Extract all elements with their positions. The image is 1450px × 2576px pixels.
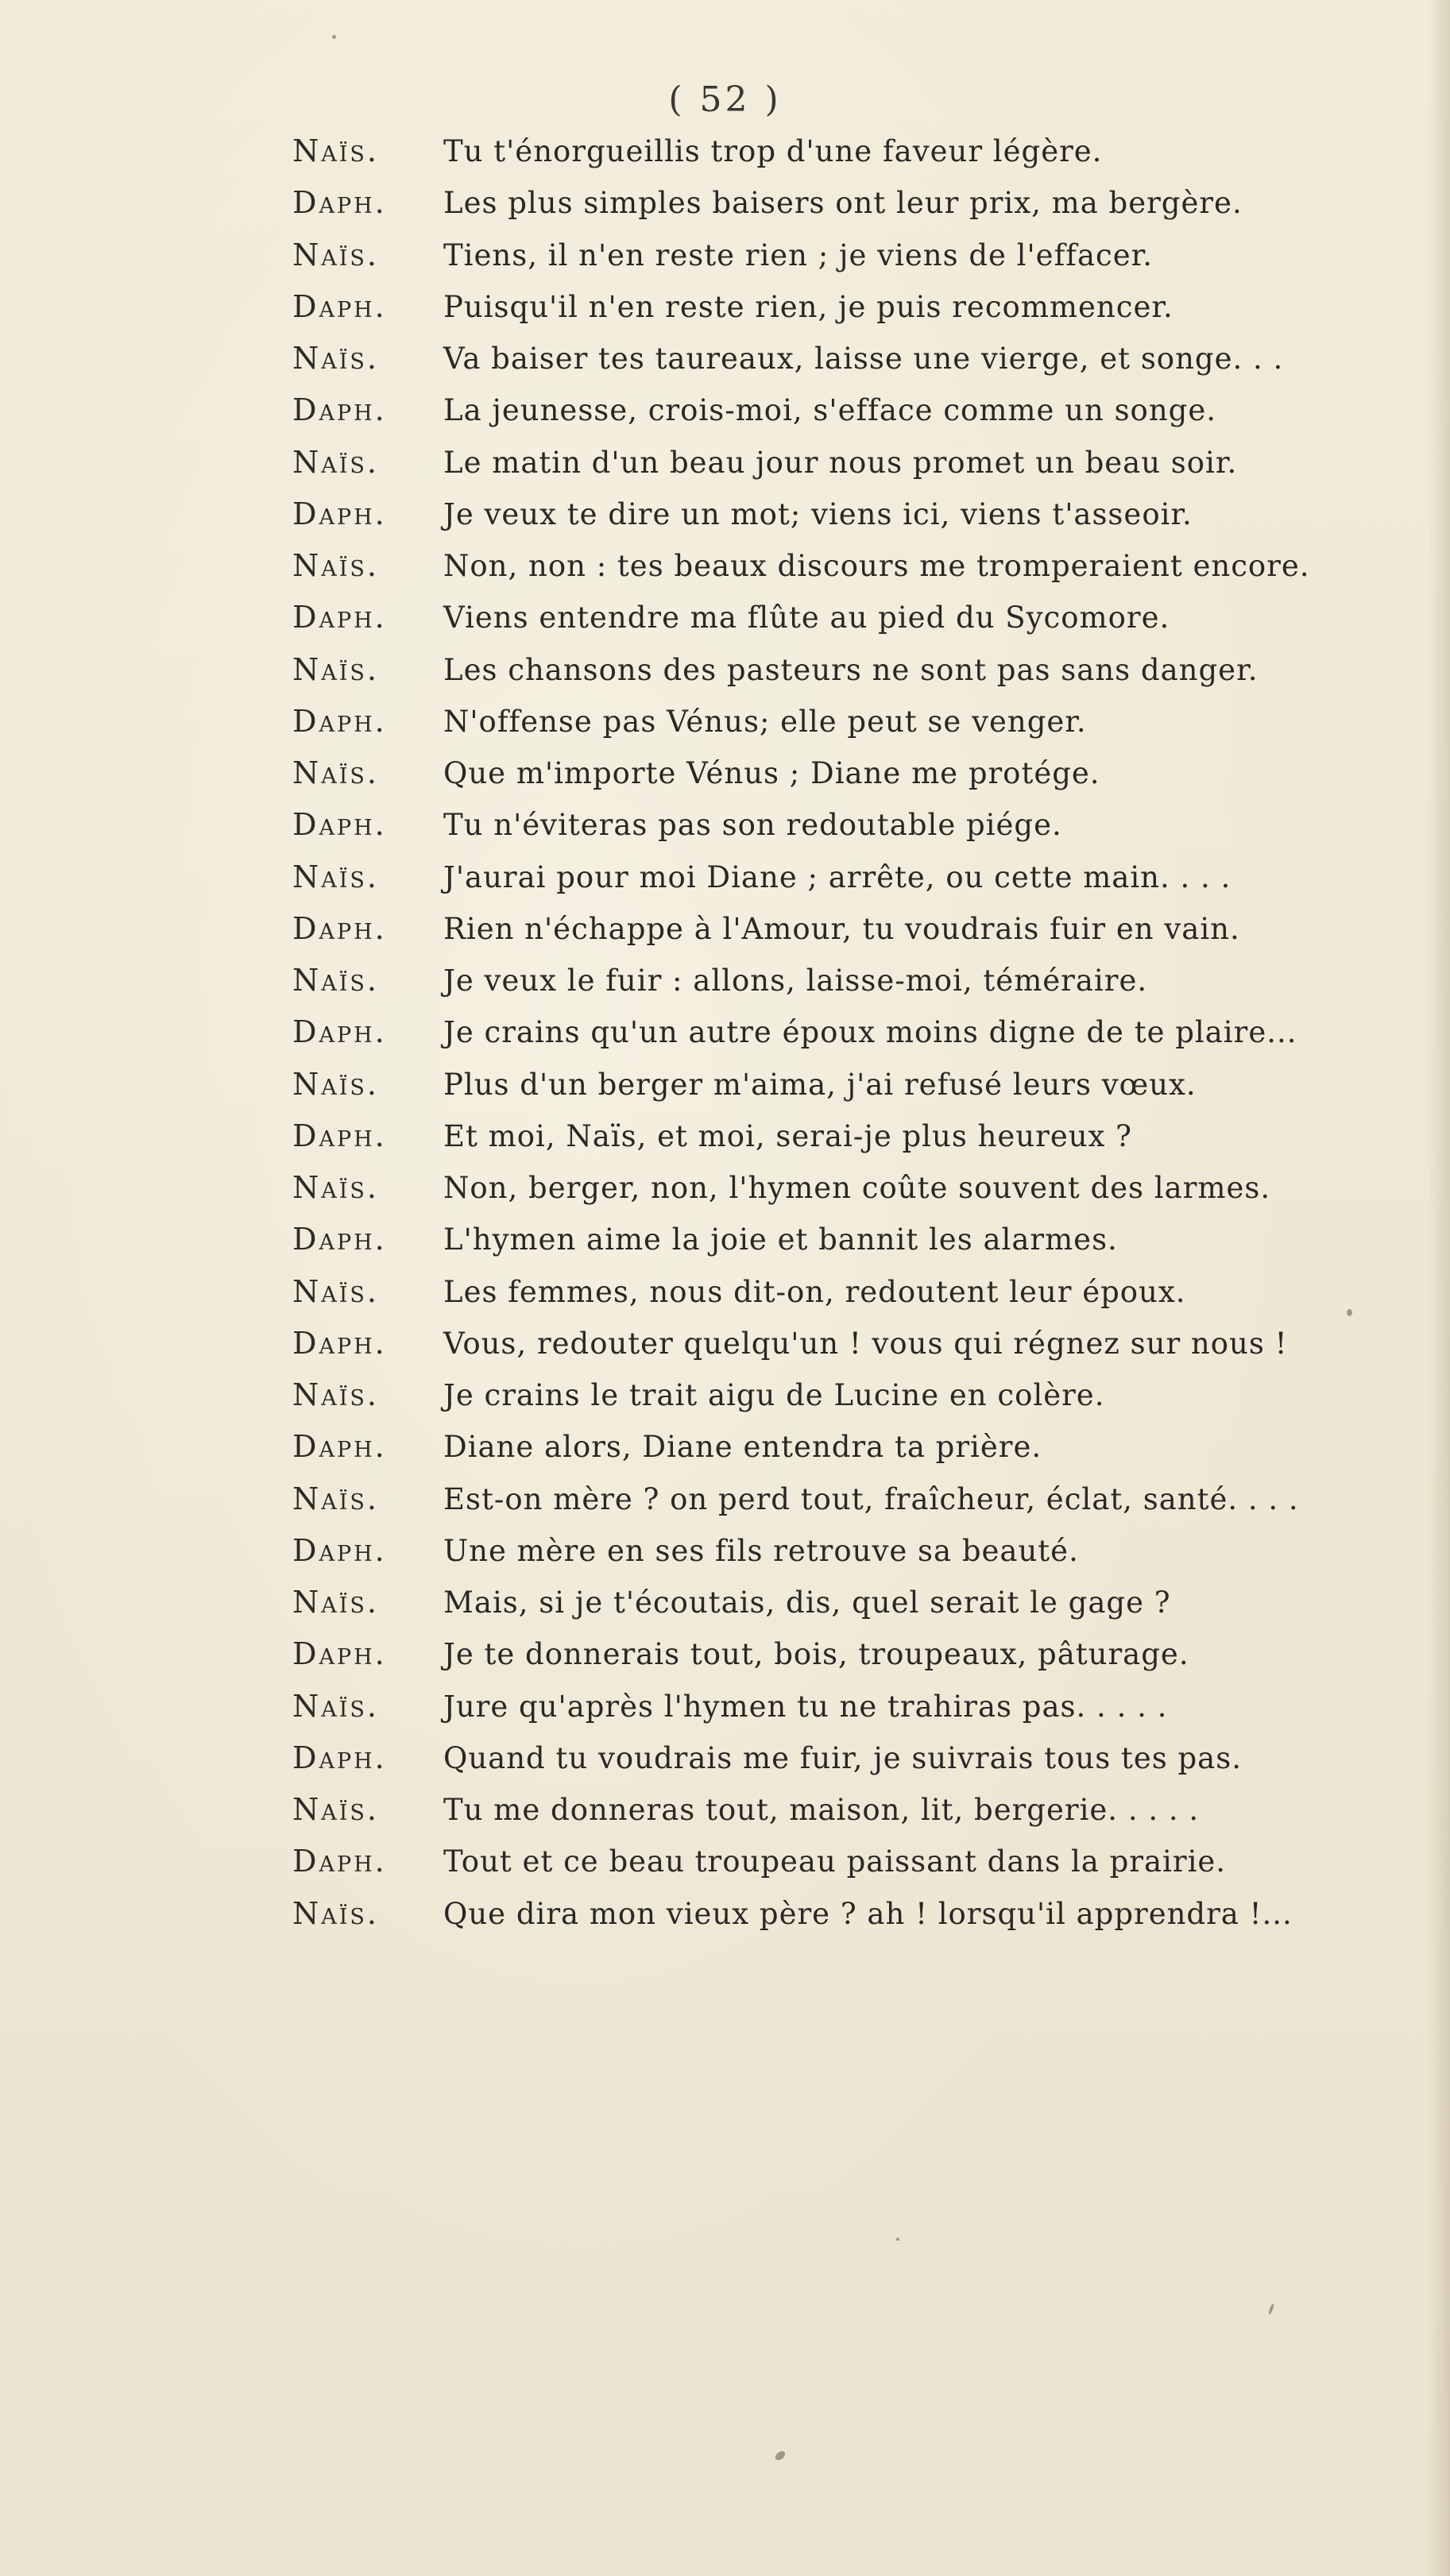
verse-text: Les chansons des pasteurs ne sont pas sans danger. — [443, 652, 1259, 687]
dialogue-line — [292, 1429, 1389, 1481]
speaker-name: Naïs. — [292, 755, 379, 790]
dialogue-line — [292, 1636, 1389, 1688]
speaker-name: Naïs. — [292, 1481, 379, 1516]
verse-text: Je crains le trait aigu de Lucine en colère. — [443, 1378, 1105, 1412]
speaker-name: Daph. — [292, 1118, 387, 1153]
dialogue-line — [292, 445, 1389, 496]
verse-text: J'aurai pour moi Diane ; arrête, ou cette main. . . . — [443, 859, 1232, 894]
dialogue-line — [292, 1740, 1389, 1792]
speaker-name: Naïs. — [292, 859, 379, 894]
speaker-name: Naïs. — [292, 963, 379, 998]
speaker-name: Daph. — [292, 1740, 387, 1775]
ink-speck — [774, 2450, 787, 2462]
dialogue-line — [292, 496, 1389, 548]
dialogue-line — [292, 1014, 1389, 1066]
verse-text: Tu n'éviteras pas son redoutable piége. — [443, 808, 1062, 843]
verse-text: Puisqu'il n'en reste rien, je puis recommencer. — [443, 289, 1174, 324]
ink-speck — [332, 35, 336, 39]
speaker-name: Naïs. — [292, 1688, 379, 1724]
verse-text: Tu me donneras tout, maison, lit, bergerie. . . . . — [443, 1793, 1200, 1827]
verse-text: Je veux te dire un mot; viens ici, viens t'asseoir. — [443, 496, 1193, 531]
dialogue-line — [292, 963, 1389, 1014]
ink-speck — [1268, 2304, 1275, 2315]
speaker-name: Daph. — [292, 1844, 387, 1879]
verse-text: Tout et ce beau troupeau paissant dans la prairie. — [443, 1844, 1227, 1879]
dialogue-verses — [292, 133, 1389, 1948]
speaker-name: Daph. — [292, 392, 387, 428]
speaker-name: Daph. — [292, 1222, 387, 1257]
verse-text: Jure qu'après l'hymen tu ne trahiras pas. . . . . — [443, 1689, 1168, 1724]
verse-text: N'offense pas Vénus; elle peut se venger. — [443, 704, 1087, 739]
speaker-name: Daph. — [292, 1636, 387, 1672]
verse-text: Les femmes, nous dit-on, redoutent leur époux. — [443, 1274, 1186, 1309]
dialogue-line — [292, 1792, 1389, 1844]
ink-speck — [896, 2238, 899, 2241]
page-number: ( 52 ) — [668, 79, 782, 120]
speaker-name: Daph. — [292, 910, 387, 946]
verse-text: Une mère en ses fils retrouve sa beauté. — [443, 1533, 1079, 1568]
speaker-name: Naïs. — [292, 1170, 379, 1205]
speaker-name: Daph. — [292, 1014, 387, 1050]
speaker-name: Naïs. — [292, 444, 379, 480]
dialogue-line — [292, 652, 1389, 704]
verse-text: Les plus simples baisers ont leur prix, ma bergère. — [443, 186, 1243, 221]
dialogue-line — [292, 392, 1389, 444]
dialogue-line — [292, 238, 1389, 289]
dialogue-line — [292, 704, 1389, 755]
speaker-name: Naïs. — [292, 1273, 379, 1309]
verse-text: Plus d'un berger m'aima, j'ai refusé leurs vœux. — [443, 1067, 1197, 1102]
verse-text: Je veux le fuir : allons, laisse-moi, téméraire. — [443, 964, 1148, 998]
verse-text: Le matin d'un beau jour nous promet un beau soir. — [443, 445, 1238, 480]
ink-speck — [1347, 1309, 1352, 1316]
verse-text: Rien n'échappe à l'Amour, tu voudrais fuir en vain. — [443, 911, 1240, 946]
speaker-name: Naïs. — [292, 133, 379, 168]
verse-text: Viens entendre ma flûte au pied du Sycomore. — [443, 601, 1170, 635]
dialogue-line — [292, 341, 1389, 392]
speaker-name: Daph. — [292, 496, 387, 531]
speaker-name: Naïs. — [292, 548, 379, 583]
dialogue-line — [292, 185, 1389, 237]
verse-text: Quand tu voudrais me fuir, je suivrais tous tes pas. — [443, 1740, 1242, 1775]
speaker-name: Naïs. — [292, 1066, 379, 1102]
speaker-name: Daph. — [292, 807, 387, 843]
speaker-name: Daph. — [292, 600, 387, 635]
speaker-name: Daph. — [292, 185, 387, 221]
verse-text: Et moi, Naïs, et moi, serai-je plus heureux ? — [443, 1118, 1133, 1153]
verse-text: Que m'importe Vénus ; Diane me protége. — [443, 756, 1100, 790]
dialogue-line — [292, 1585, 1389, 1636]
speaker-name: Daph. — [292, 1325, 387, 1361]
dialogue-line — [292, 1377, 1389, 1429]
dialogue-line — [292, 1896, 1389, 1948]
verse-text: L'hymen aime la joie et bannit les alarmes. — [443, 1222, 1118, 1257]
verse-text: Tiens, il n'en reste rien ; je viens de l'effacer. — [443, 238, 1154, 272]
dialogue-line — [292, 859, 1389, 911]
verse-text: Je crains qu'un autre époux moins digne de te plaire... — [443, 1015, 1297, 1050]
verse-text: Tu t'énorgueillis trop d'une faveur légère. — [443, 134, 1103, 168]
verse-text: Non, berger, non, l'hymen coûte souvent des larmes. — [443, 1171, 1271, 1205]
verse-text: Est-on mère ? on perd tout, fraîcheur, éclat, santé. . . . — [443, 1481, 1299, 1516]
verse-text: Non, non : tes beaux discours me tromperaient encore. — [443, 549, 1310, 583]
dialogue-line — [292, 1274, 1389, 1326]
verse-text: Va baiser tes taureaux, laisse une vierge, et songe. . . — [443, 342, 1284, 376]
speaker-name: Daph. — [292, 288, 387, 324]
verse-text: Je te donnerais tout, bois, troupeaux, pâturage. — [443, 1637, 1189, 1672]
dialogue-line — [292, 911, 1389, 963]
verse-text: Diane alors, Diane entendra ta prière. — [443, 1430, 1042, 1465]
speaker-name: Naïs. — [292, 1585, 379, 1620]
speaker-name: Naïs. — [292, 1895, 379, 1931]
dialogue-line — [292, 548, 1389, 600]
dialogue-line — [292, 1170, 1389, 1222]
speaker-name: Daph. — [292, 703, 387, 739]
dialogue-line — [292, 1222, 1389, 1273]
dialogue-line — [292, 133, 1389, 185]
dialogue-line — [292, 755, 1389, 807]
verse-text: Vous, redouter quelqu'un ! vous qui régnez sur nous ! — [443, 1326, 1288, 1361]
dialogue-line — [292, 1844, 1389, 1895]
speaker-name: Daph. — [292, 1429, 387, 1465]
dialogue-line — [292, 1481, 1389, 1533]
dialogue-line — [292, 600, 1389, 651]
dialogue-line — [292, 1326, 1389, 1377]
speaker-name: Daph. — [292, 1532, 387, 1568]
page-binding-shadow — [1428, 0, 1450, 2576]
dialogue-line — [292, 1689, 1389, 1740]
speaker-name: Naïs. — [292, 1792, 379, 1827]
speaker-name: Naïs. — [292, 237, 379, 272]
speaker-name: Naïs. — [292, 1377, 379, 1412]
dialogue-line — [292, 1067, 1389, 1118]
verse-text: La jeunesse, crois-moi, s'efface comme un songe. — [443, 393, 1216, 428]
dialogue-line — [292, 1533, 1389, 1585]
speaker-name: Naïs. — [292, 651, 379, 687]
dialogue-line — [292, 1118, 1389, 1170]
speaker-name: Naïs. — [292, 341, 379, 376]
verse-text: Mais, si je t'écoutais, dis, quel serait le gage ? — [443, 1585, 1171, 1620]
verse-text: Que dira mon vieux père ? ah ! lorsqu'il apprendra !... — [443, 1896, 1293, 1931]
dialogue-line — [292, 289, 1389, 341]
dialogue-line — [292, 807, 1389, 859]
